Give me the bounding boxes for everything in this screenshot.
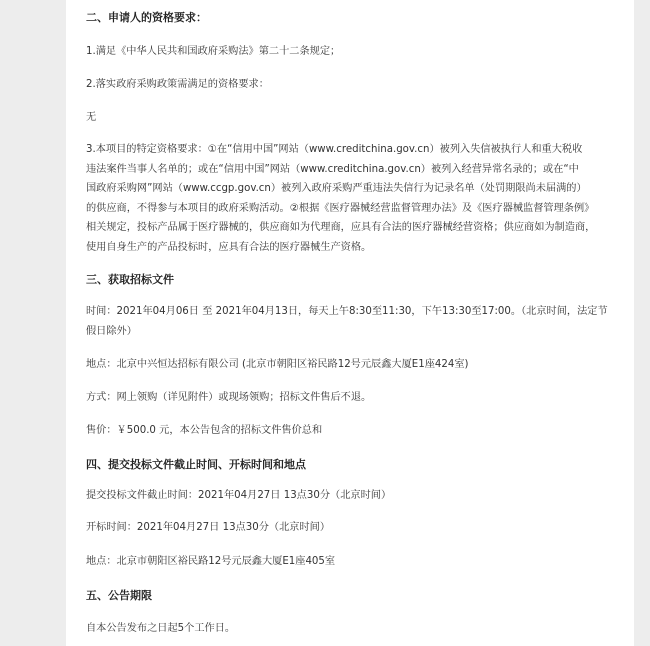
qualification-item-3-line: 的供应商，不得参与本项目的政府采购活动。②根据《医疗器械经营监督管理办法》及《医疗器械监督管理条例》 [86,202,595,214]
section-4-heading: 四、提交投标文件截止时间、开标时间和地点 [86,458,306,471]
announcement-page [66,0,634,646]
qualification-item-3-line: 使用自身生产的产品投标时，应具有合法的医疗器械生产资格。 [86,241,372,253]
qualification-item-3-line: 3.本项目的特定资格要求：①在“信用中国”网站（www.creditchina.gov.cn）被列入失信被执行人和重大税收 [86,144,583,155]
qualification-item-3 [86,140,595,257]
qualification-item-2-value-block [86,108,96,128]
document-acquisition-time [86,302,608,341]
document-acquisition-method-block [86,388,371,408]
section-2-heading-block [86,9,207,26]
qualification-item-2-value: 无 [86,112,97,123]
document-price-block [86,421,322,441]
bid-deadline-block [86,486,391,506]
bid-opening-time: 开标时间：2021年04月27日 13点30分（北京时间） [86,522,331,533]
qualification-item-3-line: 相关规定，投标产品属于医疗器械的，供应商如为代理商，应具有合法的医疗器械经营资格；供应商如为制造商， [86,222,596,233]
bid-opening-time-block [86,518,330,538]
qualification-item-3-line: 违法案件当事人名单的；或在“信用中国”网站（www.creditchina.gov.cn）被列入经营异常名录的；或在“中 [86,163,579,175]
qualification-item-1-block [86,42,340,62]
bid-location-block [86,552,335,572]
section-3-heading: 三、获取招标文件 [86,273,174,286]
announcement-period-block [86,619,235,639]
section-5-heading: 五、公告期限 [86,589,152,602]
document-acquisition-location-block [86,355,469,375]
announcement-period: 自本公告发布之日起5个工作日。 [86,623,236,634]
qualification-item-1: 1.满足《中华人民共和国政府采购法》第二十二条规定； [86,46,341,57]
bid-deadline: 提交投标文件截止时间：2021年04月27日 13点30分（北京时间） [86,490,392,501]
section-4-heading-block [86,456,306,473]
qualification-item-2: 2.落实政府采购政策需满足的资格要求： [86,79,269,90]
document-acquisition-location: 地点：北京中兴恒达招标有限公司 (北京市朝阳区裕民路12号元辰鑫大厦E1座424室) [86,359,469,370]
document-acquisition-method: 方式：网上领购（详见附件）或现场领购；招标文件售后不退。 [86,392,372,403]
document-price: 售价：￥500.0 元，本公告包含的招标文件售价总和 [86,425,323,436]
qualification-item-2-block [86,75,269,95]
section-3-heading-block [86,271,174,288]
section-5-heading-block [86,587,152,604]
qualification-item-3-line: 国政府采购网”网站（www.ccgp.gov.cn）被列入政府采购严重违法失信行为记录名单（处罚期限尚未届满的） [86,183,587,194]
document-acquisition-time-line: 假日除外） [86,325,137,337]
document-acquisition-time-line: 时间：2021年04月06日 至 2021年04月13日，每天上午8:30至11:30，下午13:30至17:00。（北京时间，法定节 [86,306,608,317]
bid-location: 地点：北京市朝阳区裕民路12号元辰鑫大厦E1座405室 [86,556,336,567]
section-2-heading: 二、申请人的资格要求： [86,11,207,24]
